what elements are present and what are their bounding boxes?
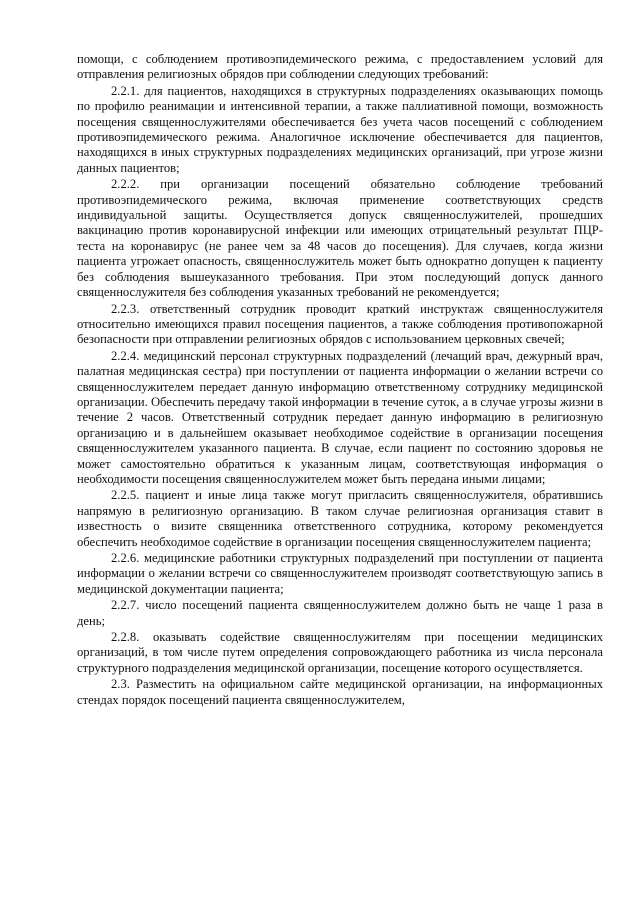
paragraph-2-2-6: 2.2.6. медицинские работники структурных подразделений при поступлении от пациента информации о желании встречи со священнослужителем производят соответствующую запись в медицинской документации пациента; — [77, 551, 603, 596]
document-body — [77, 52, 603, 709]
paragraph-2-2-4: 2.2.4. медицинский персонал структурных подразделений (лечащий врач, дежурный врач, палатная медицинская сестра) при поступлении от пациента информации о желании встречи со священнослужителем передает данную информацию ответственному сотруднику медицинской организации. Обеспечить передачу такой информации в течение суток, а в случае угрозы жизни в течение 2 часов. Ответственный сотрудник передает данную информацию в религиозную организацию и в дальнейшем оказывает необходимое содействие в организации посещения священнослужителем указанного пациента. В случае, если пациент по состоянию здоровья не может самостоятельно обратиться к указанным лицам, соответствующая информация о необходимости посещения священнослужителем может быть передана иными лицами; — [77, 348, 603, 486]
paragraph-2-2-8: 2.2.8. оказывать содействие священнослужителям при посещении медицинских организаций, в том числе путем определения сопровождающего работника из числа персонала структурного подразделения медицинской организации, посещение которого осуществляется. — [77, 630, 603, 675]
paragraph-intro-continuation: помощи, с соблюдением противоэпидемического режима, с предоставлением условий для отправления религиозных обрядов при соблюдении следующих требований: — [77, 52, 603, 82]
paragraph-2-2-1: 2.2.1. для пациентов, находящихся в структурных подразделениях оказывающих помощь по профилю реанимации и интенсивной терапии, а также паллиативной помощи, возможность посещения священнослужителями обеспечивается без учета часов посещений с соблюдением противоэпидемического режима. Аналогичное исключение обеспечивается для пациентов, находящихся в иных структурных подразделениях медицинских организаций, при угрозе жизни данных пациентов; — [77, 83, 603, 175]
paragraph-2-2-3: 2.2.3. ответственный сотрудник проводит краткий инструктаж священнослужителя относительно имеющихся правил посещения пациентов, а также соблюдения противопожарной безопасности при отправлении религиозных обрядов с использованием церковных свечей; — [77, 301, 603, 347]
paragraph-2-2-7: 2.2.7. число посещений пациента священнослужителем должно быть не чаще 1 раза в день; — [77, 598, 603, 628]
paragraph-2-3: 2.3. Разместить на официальном сайте медицинской организации, на информационных стендах порядок посещений пациента священнослужителем, — [77, 677, 603, 707]
paragraph-2-2-2: 2.2.2. при организации посещений обязательно соблюдение требований противоэпидемического режима, включая применение соответствующих средств индивидуальной защиты. Осуществляется допуск священнослужителей, прошедших вакцинацию против коронавирусной инфекции или имеющих отрицательный результат ПЦР-теста на коронавирус (не ранее чем за 48 часов до посещения). Для случаев, когда жизни пациента угрожает опасность, священнослужитель может быть однократно допущен к пациенту без соблюдения вышеуказанного требования. При этом последующий допуск данного священнослужителя без соблюдения указанных требований не рекомендуется; — [77, 177, 603, 300]
paragraph-2-2-5: 2.2.5. пациент и иные лица также могут пригласить священнослужителя, обратившись напрямую в религиозную организацию. В таком случае религиозная организация ставит в известность о визите священника ответственного сотрудника, которому рекомендуется обеспечить необходимое содействие в организации посещения священнослужителем пациента; — [77, 488, 603, 549]
